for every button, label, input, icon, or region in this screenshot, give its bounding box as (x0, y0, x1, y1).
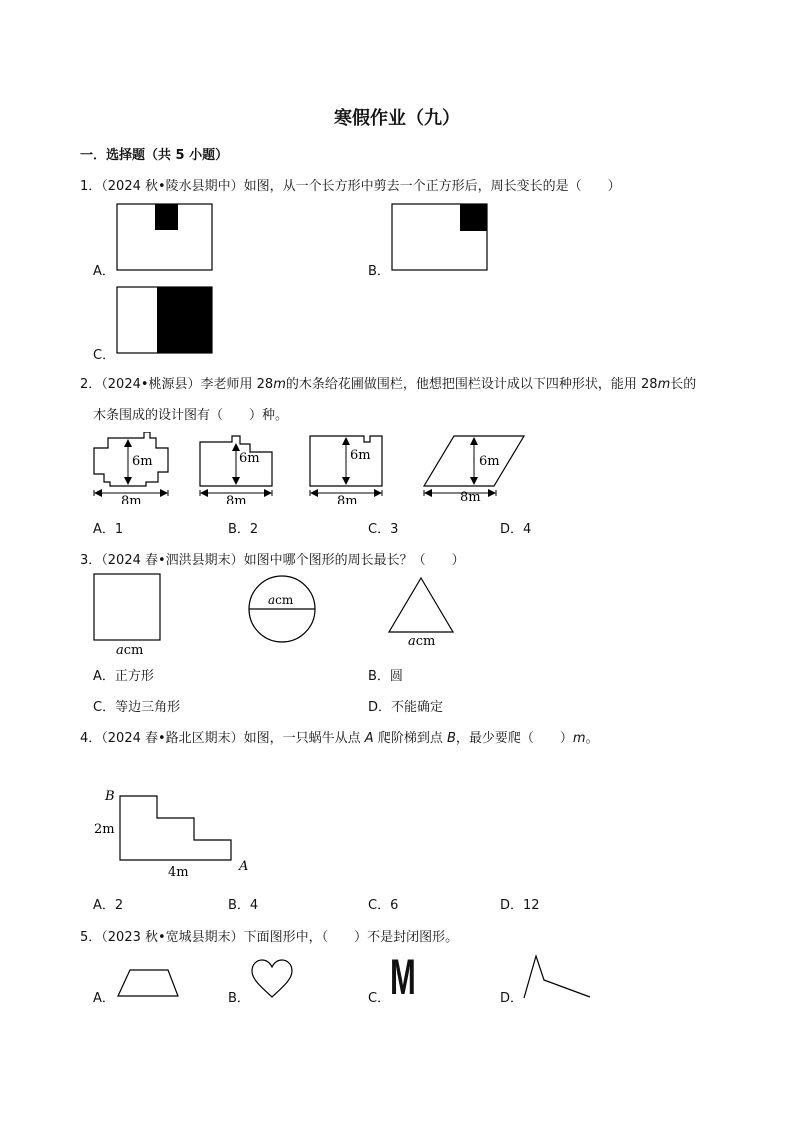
q2-text-part-a: 2．（2024•桃源县）李老师用 28 (80, 377, 274, 392)
q2-fig1-width-label: 8m (121, 494, 142, 504)
q3-circle-label-a: a (268, 593, 276, 607)
svg-text:acm (116, 643, 143, 658)
q1-option-c-label: C． (93, 348, 116, 363)
q2-fig4-height-label: 6m (479, 454, 500, 469)
section-heading: 一．选择题（共 5 小题） (80, 148, 229, 163)
q4-text-part-a: 4．（2024 春•路北区期末）如图，一只蜗牛从点 (80, 731, 365, 746)
q1-option-a-label: A． (93, 264, 115, 279)
q3-triangle-label-cm: cm (415, 634, 436, 649)
q2-figures (88, 432, 538, 504)
q4-option-c: C．6 (368, 898, 399, 913)
q3-option-a: A．正方形 (93, 669, 154, 684)
question-4-text (80, 727, 599, 746)
q4-text-part-b: 爬阶梯到点 (373, 731, 447, 746)
question-3-text: 3．（2024 春•泗洪县期末）如图中哪个图形的周长最长？（ ） (80, 553, 465, 568)
q2-text-part-b: 的木条给花圃做围栏，他想把围栏设计成以下四种形状，能用 28 (285, 377, 658, 392)
q5-option-d-label: D． (500, 991, 524, 1006)
q1-figure-c (116, 286, 214, 356)
question-5-text: 5．（2023 秋•宽城县期末）下面图形中，（ ）不是封闭图形。 (80, 930, 459, 945)
q2-unit-m-2: m (657, 377, 671, 392)
q4-option-d: D．12 (500, 898, 540, 913)
svg-text:acm (268, 593, 294, 607)
q5-letter-m-figure: M (390, 949, 416, 1005)
q2-fig3-height-label: 6m (350, 448, 371, 463)
q2-fig3-width-label: 8m (337, 494, 358, 504)
q4-text-part-d: 。 (585, 731, 599, 746)
q2-fig1-height-label: 6m (132, 454, 153, 469)
q2-fig2-height-label: 6m (239, 451, 260, 466)
q3-figures (90, 572, 470, 660)
q4-staircase-figure (90, 784, 260, 880)
q4-option-b: B．4 (228, 898, 259, 913)
q3-triangle-label-a: a (408, 634, 416, 649)
q3-triangle-figure (389, 578, 453, 649)
q4-text-part-c: ，最少要爬（ ） (455, 731, 573, 746)
q4-option-a: A．2 (93, 898, 124, 913)
q4-unit: m (572, 731, 586, 746)
question-2-line-2: 木条围成的设计图有（ ）种。 (93, 408, 289, 423)
q2-option-a: A．1 (93, 522, 124, 537)
q2-option-c: C．3 (368, 522, 399, 537)
q3-square-figure (94, 574, 160, 658)
q4-point-b-label: B (105, 789, 115, 804)
q1-figure-b (391, 203, 489, 273)
q2-fig4-width-label: 8m (460, 490, 481, 504)
q5-heart-figure (250, 958, 294, 1000)
q4-point-a-label: A (239, 859, 249, 874)
q3-square-label-a: a (116, 643, 124, 658)
q5-open-shape-figure (522, 954, 594, 1000)
q3-option-b: B．圆 (368, 669, 403, 684)
q2-figure-1 (94, 432, 168, 504)
q2-option-d: D．4 (500, 522, 532, 537)
q5-trapezoid-figure (116, 968, 182, 1000)
q3-circle-figure (249, 576, 315, 642)
q4-height-label: 2m (94, 822, 115, 837)
q5-option-b-label: B． (228, 991, 250, 1006)
q2-fig2-width-label: 8m (226, 494, 247, 504)
svg-text:acm (408, 634, 435, 649)
q3-option-d: D．不能确定 (368, 700, 444, 715)
q3-circle-label-cm: cm (275, 593, 294, 607)
question-1-text: 1．（2024 秋•陵水县期中）如图，从一个长方形中剪去一个正方形后，周长变长的是（ ） (80, 179, 621, 194)
q2-figure-2 (200, 436, 272, 504)
q2-figure-4 (424, 436, 524, 504)
q4-width-label: 4m (168, 865, 189, 880)
q2-option-b: B．2 (228, 522, 259, 537)
q5-option-a-label: A． (93, 991, 115, 1006)
q2-text-part-c: 长的 (670, 377, 697, 392)
page-title: 寒假作业（九） (334, 108, 460, 129)
q3-option-c: C．等边三角形 (93, 700, 181, 715)
q1-option-b-label: B． (368, 264, 390, 279)
q4-point-b: B (446, 731, 456, 746)
q4-point-a: A (364, 731, 374, 746)
q5-option-c-label: C． (368, 991, 391, 1006)
q2-figure-3 (310, 436, 382, 504)
q1-figure-a (116, 203, 214, 273)
q2-unit-m: m (273, 377, 286, 392)
question-2-line-1 (80, 373, 696, 392)
q3-square-label-cm: cm (123, 643, 144, 658)
